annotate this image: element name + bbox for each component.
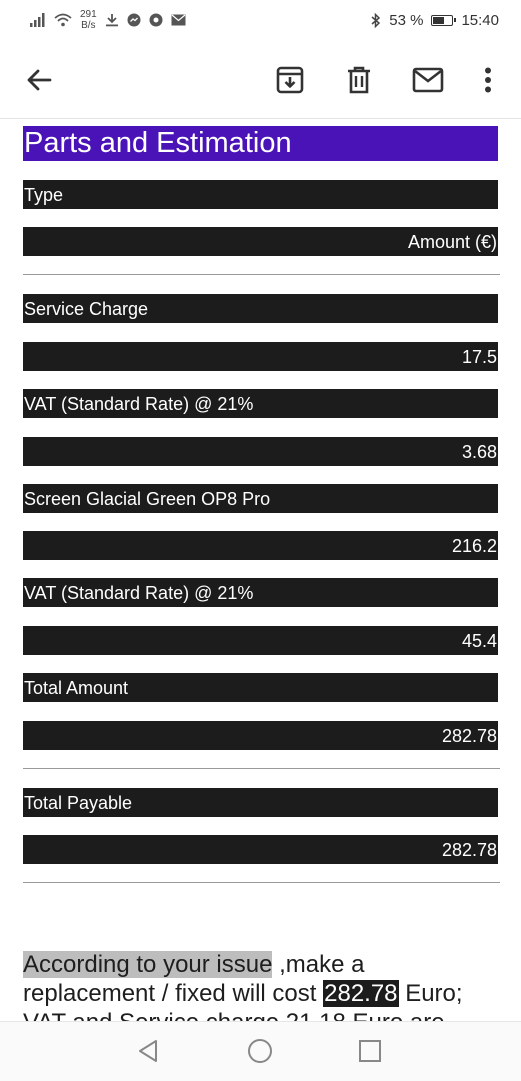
email-body (0, 120, 521, 1020)
network-speed-unit: B/s (81, 20, 96, 31)
chrome-icon (149, 13, 163, 27)
item-amount: 17.5 (23, 342, 498, 371)
more-vert-icon (484, 67, 492, 93)
nav-recents-button[interactable] (355, 1036, 385, 1066)
clock: 15:40 (461, 11, 499, 29)
total-payable-value: 282.78 (23, 835, 498, 864)
trash-icon (345, 65, 373, 95)
back-button[interactable] (19, 60, 59, 100)
divider (23, 882, 500, 883)
item-amount: 45.4 (23, 626, 498, 655)
item-amount: 3.68 (23, 437, 498, 466)
archive-button[interactable] (270, 60, 310, 100)
triangle-back-icon (137, 1039, 159, 1063)
paragraph-amount: 282.78 (324, 980, 398, 1007)
signal-icon (30, 13, 46, 27)
item-type: VAT (Standard Rate) @ 21% (23, 389, 498, 418)
battery-percent: 53 % (389, 11, 424, 29)
total-payable-label: Total Payable (23, 788, 498, 817)
nav-back-button[interactable] (133, 1036, 163, 1066)
item-type: VAT (Standard Rate) @ 21% (23, 578, 498, 607)
divider (23, 274, 500, 275)
nav-home-button[interactable] (245, 1036, 275, 1066)
section-title: Parts and Estimation (23, 126, 498, 161)
navigation-bar (0, 1021, 521, 1081)
item-type: Service Charge (23, 294, 498, 323)
download-icon (105, 13, 119, 27)
battery-icon (431, 15, 453, 26)
total-amount-label: Total Amount (23, 673, 498, 702)
paragraph-highlight: According to your issue (23, 951, 273, 978)
total-amount-value: 282.78 (23, 721, 498, 750)
more-options-button[interactable] (468, 60, 508, 100)
square-recents-icon (358, 1039, 382, 1063)
paragraph-text: ,make a replacement / fixed will cost (23, 951, 365, 1007)
divider (23, 768, 500, 769)
archive-icon (275, 65, 305, 95)
item-type: Screen Glacial Green OP8 Pro (23, 484, 498, 513)
paragraph-text-end: Euro; (405, 980, 463, 1007)
header-amount: Amount (€) (23, 227, 498, 256)
bluetooth-icon (371, 13, 381, 28)
mail-icon (412, 67, 444, 93)
item-amount: 216.2 (23, 531, 498, 560)
status-right (371, 12, 499, 29)
wifi-icon (54, 13, 72, 27)
network-speed-value: 291 (80, 9, 97, 20)
email-notification-icon (171, 14, 186, 26)
messenger-icon (127, 13, 141, 27)
arrow-left-icon (25, 66, 53, 94)
circle-home-icon (247, 1038, 273, 1064)
toolbar (0, 42, 521, 119)
header-type: Type (23, 180, 498, 209)
delete-button[interactable] (339, 60, 379, 100)
status-left (30, 9, 186, 31)
network-speed (80, 9, 97, 31)
mark-unread-button[interactable] (408, 60, 448, 100)
status-bar (0, 0, 521, 40)
